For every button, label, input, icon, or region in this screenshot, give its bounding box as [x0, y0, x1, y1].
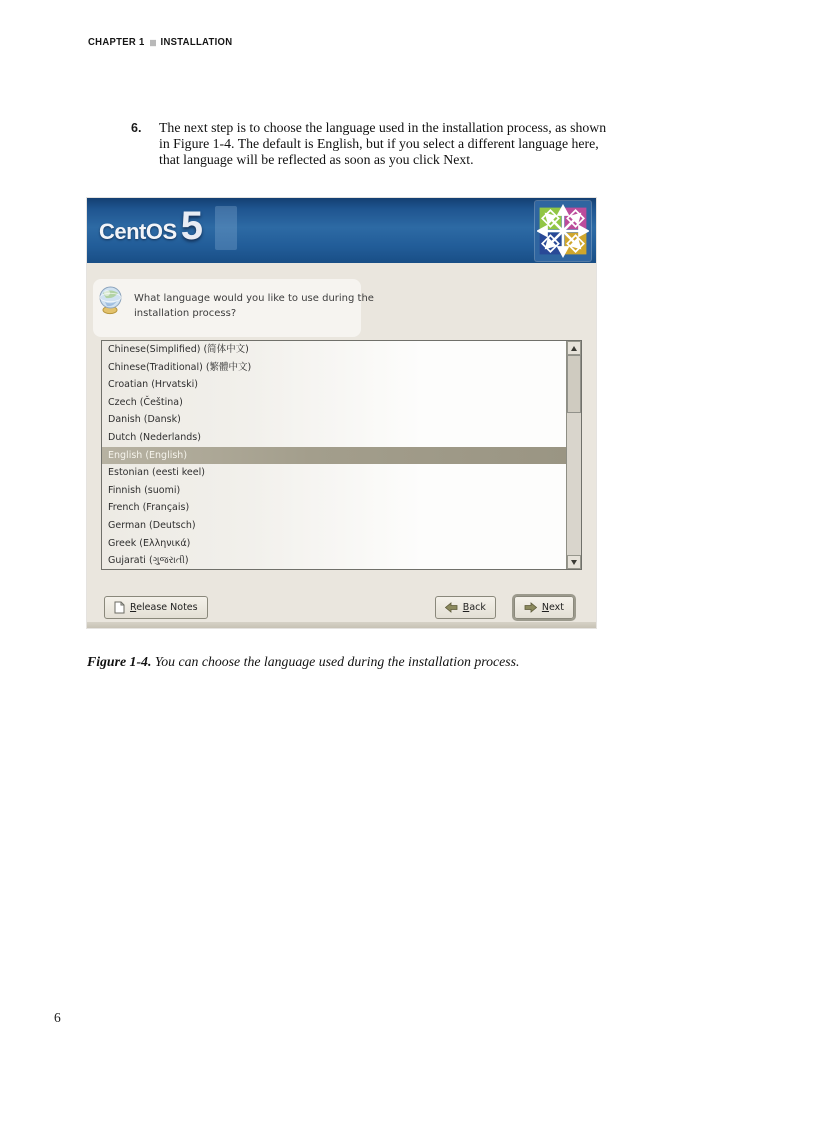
separator-square-icon	[150, 39, 156, 45]
running-head	[88, 37, 232, 49]
centos-logo-icon	[535, 201, 591, 261]
scrollbar-thumb[interactable]	[567, 355, 581, 413]
language-option[interactable]: Chinese(Simplified) (简体中文)	[108, 344, 249, 355]
arrow-right-icon	[524, 602, 537, 613]
language-listbox[interactable]	[101, 340, 582, 570]
screenshot-bottom-edge	[87, 622, 596, 628]
triangle-up-icon	[571, 346, 577, 351]
language-option[interactable]: English (English)	[102, 447, 566, 465]
release-notes-button[interactable]	[104, 596, 208, 619]
language-option[interactable]: French (Français)	[108, 502, 190, 514]
arrow-left-icon	[445, 602, 458, 613]
figure-caption	[87, 654, 647, 670]
question-line1: What language would you like to use during the	[134, 293, 374, 304]
language-option[interactable]: Greek (Ελληνικά)	[108, 537, 191, 549]
scrollbar[interactable]	[566, 341, 581, 569]
language-option[interactable]: Chinese(Traditional) (繁體中文)	[108, 361, 252, 373]
language-option[interactable]: German (Deutsch)	[108, 519, 196, 531]
language-option[interactable]: Dutch (Nederlands)	[108, 431, 201, 443]
globe-icon	[97, 285, 125, 315]
language-option[interactable]: Czech (Čeština)	[108, 396, 183, 408]
triangle-down-icon	[571, 560, 577, 565]
step-text: The next step is to choose the language used in the installation process, as shown in Figure 1-4. The default is English, but if you select a different language here, that language will be reflected as soon as you click Next.	[159, 120, 607, 168]
language-option[interactable]: Danish (Dansk)	[108, 414, 181, 426]
caption-text: You can choose the language used during the installation process.	[154, 654, 520, 669]
centos-wordmark	[99, 204, 203, 248]
step-number: 6.	[131, 121, 142, 135]
caption-label: Figure 1-4.	[87, 654, 152, 669]
nav-buttons	[435, 596, 574, 619]
scroll-down-button[interactable]	[567, 555, 581, 569]
language-option[interactable]: Finnish (suomi)	[108, 484, 181, 496]
page-number: 6	[54, 1010, 61, 1025]
next-button[interactable]	[514, 596, 574, 619]
installer-body	[87, 263, 596, 628]
brand-glow	[215, 206, 237, 250]
language-option[interactable]: Estonian (eesti keel)	[108, 467, 205, 479]
installer-banner	[87, 198, 596, 263]
question-row	[97, 285, 374, 321]
language-option[interactable]: Gujarati (ગુજરાતી)	[108, 555, 189, 567]
button-bar	[101, 596, 584, 620]
question-text	[134, 291, 374, 321]
brand-name: CentOS	[99, 219, 177, 244]
chapter-label: CHAPTER 1	[88, 36, 145, 49]
back-button[interactable]	[435, 596, 496, 619]
back-label: Back	[462, 602, 486, 613]
next-label: Next	[541, 602, 564, 613]
language-option[interactable]: Croatian (Hrvatski)	[108, 379, 198, 391]
document-icon	[114, 601, 125, 614]
brand-version: 5	[180, 204, 203, 248]
scroll-up-button[interactable]	[567, 341, 581, 355]
language-rows	[102, 341, 566, 569]
figure-screenshot	[87, 198, 596, 628]
question-line2: installation process?	[134, 308, 237, 319]
chapter-title: INSTALLATION	[160, 36, 233, 49]
release-notes-label: Release Notes	[130, 602, 198, 613]
